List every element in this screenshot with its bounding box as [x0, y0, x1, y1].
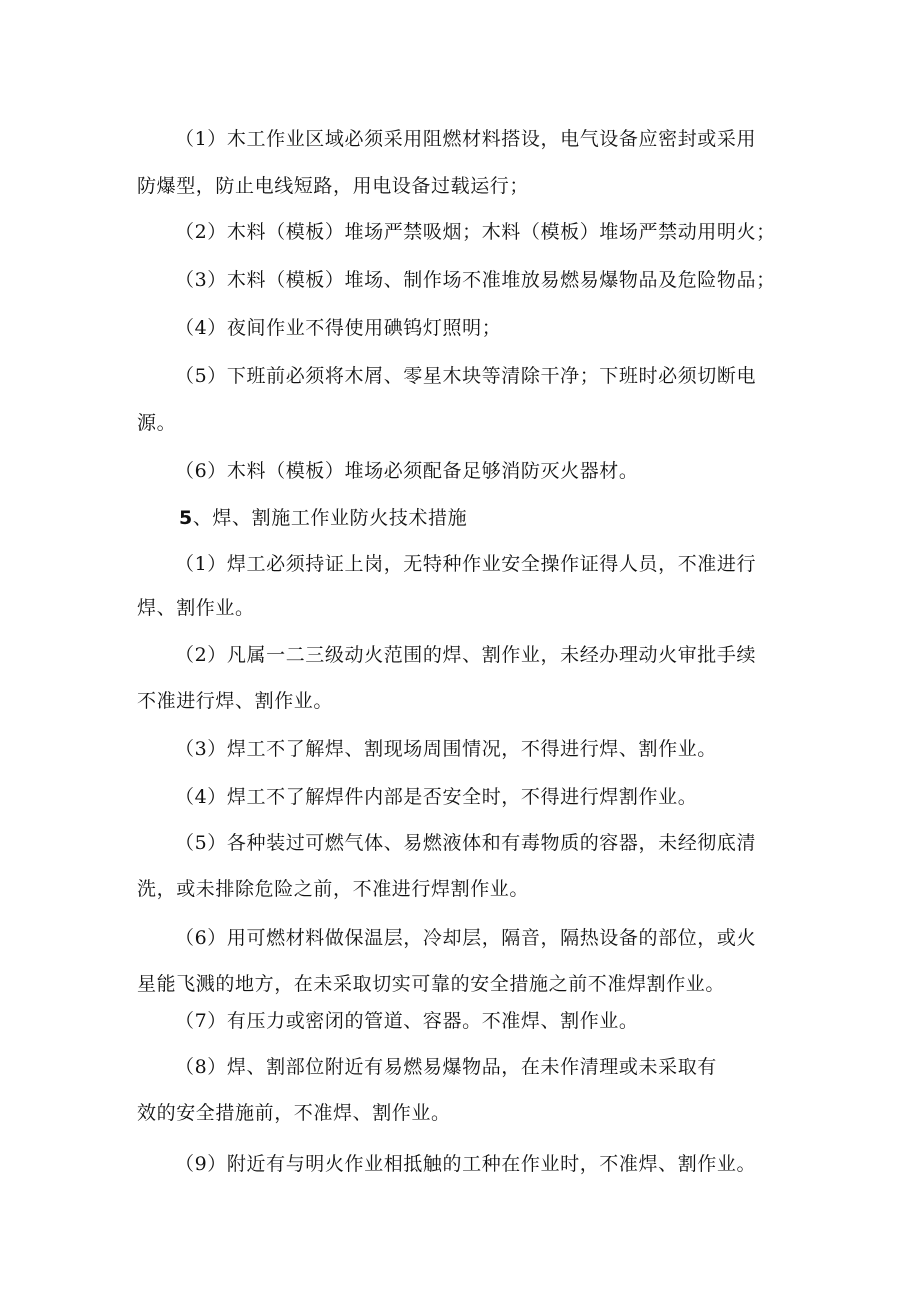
- paragraph-line: （4）焊工不了解焊件内部是否安全时，不得进行焊割作业。: [175, 786, 698, 808]
- paragraph-line: （8）焊、割部位附近有易燃易爆物品，在未作清理或未采取有: [175, 1056, 717, 1078]
- section-number: 5: [179, 507, 193, 529]
- paragraph-line: 防爆型，防止电线短路，用电设备过载运行；: [137, 175, 530, 197]
- paragraph-line: 不准进行焊、割作业。: [137, 690, 334, 712]
- paragraph-line: （3）焊工不了解焊、割现场周围情况，不得进行焊、割作业。: [175, 738, 717, 760]
- paragraph-line: （6）用可燃材料做保温层，冷却层，隔音，隔热设备的部位，或火: [175, 927, 757, 949]
- paragraph-line: （6）木料（模板）堆场必须配备足够消防灭火器材。: [175, 460, 639, 482]
- paragraph-line: （4）夜间作业不得使用碘钨灯照明；: [175, 317, 502, 339]
- paragraph-line: 洗，或未排除危险之前，不准进行焊割作业。: [137, 878, 530, 900]
- paragraph-line: 焊、割作业。: [137, 597, 255, 619]
- paragraph-line: （2）木料（模板）堆场严禁吸烟；木料（模板）堆场严禁动用明火；: [175, 221, 776, 243]
- paragraph-line: （3）木料（模板）堆场、制作场不准堆放易燃易爆物品及危险物品；: [175, 269, 776, 291]
- paragraph-line: （5）下班前必须将木屑、零星木块等清除干净；下班时必须切断电: [175, 365, 757, 387]
- paragraph-line: 效的安全措施前，不准焊、割作业。: [137, 1102, 451, 1124]
- paragraph-line: 源。: [137, 412, 177, 434]
- paragraph-line: （7）有压力或密闭的管道、容器。不准焊、割作业。: [175, 1010, 639, 1032]
- section-heading: [179, 506, 467, 530]
- paragraph-line: （1）焊工必须持证上岗，无特种作业安全操作证得人员，不准进行: [175, 553, 757, 575]
- paragraph-line: （5）各种装过可燃气体、易燃液体和有毒物质的容器，未经彻底清: [175, 832, 757, 854]
- paragraph-line: （1）木工作业区域必须采用阻燃材料搭设，电气设备应密封或采用: [175, 128, 757, 150]
- paragraph-line: （9）附近有与明火作业相抵触的工种在作业时，不准焊、割作业。: [175, 1153, 757, 1175]
- paragraph-line: 星能飞溅的地方，在未采取切实可靠的安全措施之前不准焊割作业。: [137, 973, 726, 995]
- section-title: 、焊、割施工作业防火技术措施: [192, 507, 468, 529]
- paragraph-line: （2）凡属一二三级动火范围的焊、割作业，未经办理动火审批手续: [175, 644, 757, 666]
